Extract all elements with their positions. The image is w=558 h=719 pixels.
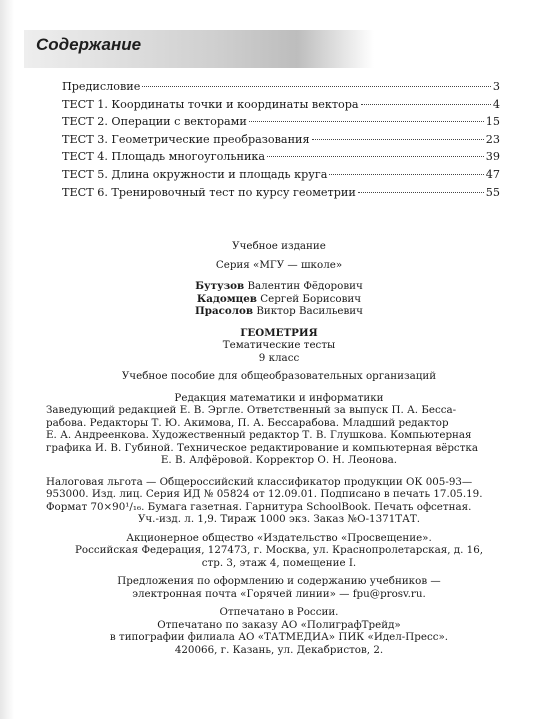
staff-line: графика И. В. Губиной. Техническое редактирование и компьютерная вёрстка xyxy=(46,441,478,454)
tax-info-line: Уч.-изд. л. 1,9. Тираж 1000 экз. Заказ №О-1371ТАТ. xyxy=(137,513,421,525)
printer-line: в типографии филиала АО «ТАТМЕДИА» ПИК «Идел-Пресс». xyxy=(109,631,449,643)
toc-entry xyxy=(62,115,500,133)
toc-dot-leader xyxy=(312,139,484,140)
toc-dot-leader xyxy=(361,104,491,105)
printer-line: Отпечатано по заказу АО «ПолиграфТрейд» xyxy=(157,618,401,631)
tax-info-line: Формат 70×90¹/₁₆. Бумага газетная. Гарнитура SchoolBook. Печать офсетная. xyxy=(46,500,472,513)
toc-entry xyxy=(62,133,500,151)
series-line: Серия «МГУ — школе» xyxy=(215,258,343,271)
toc-entry xyxy=(62,168,500,186)
staff-line: Е. А. Андреенкова. Художественный редактор Т. В. Глушкова. Компьютерная xyxy=(46,429,472,441)
staff-line: Е. В. Алфёровой. Корректор О. Н. Леонова. xyxy=(160,454,398,466)
toc-entry-label: Предисловие xyxy=(62,80,141,93)
tax-info-line: 953000. Изд. лиц. Серия ИД № 05824 от 12.09.01. Подписано в печать 17.05.19. xyxy=(46,488,483,500)
toc-dot-leader xyxy=(329,174,483,175)
printed-in: Отпечатано в России. xyxy=(219,606,339,618)
toc-entry-label: ТЕСТ 2. Операции с векторами xyxy=(62,115,247,129)
book-title xyxy=(46,327,512,340)
editorial-office: Редакция математики и информатики xyxy=(174,391,384,404)
staff-line: рабова. Редакторы Т. Ю. Акимова, П. А. Бессарабова. Младший редактор xyxy=(46,416,449,429)
contacts-line: Предложения по оформлению и содержанию учебников — xyxy=(117,575,441,587)
author-line xyxy=(46,280,512,293)
toc-entry-page: 39 xyxy=(485,150,500,164)
imprint-block xyxy=(46,240,512,656)
toc-entry-page: 47 xyxy=(485,167,500,181)
toc-entry-label: ТЕСТ 3. Геометрические преобразования xyxy=(62,132,310,146)
toc-entry-label: ТЕСТ 4. Площадь многоугольника xyxy=(62,150,266,164)
toc-entry xyxy=(62,150,500,168)
toc-dot-leader xyxy=(358,192,484,193)
author-name: Сергей Борисович xyxy=(260,292,362,305)
toc-entry-label: ТЕСТ 1. Координаты точки и координаты вектора xyxy=(62,97,359,111)
publisher-line: стр. 3, этаж 4, помещение I. xyxy=(201,556,357,569)
page-left-edge-shadow xyxy=(0,0,14,719)
toc-dot-leader xyxy=(267,156,484,157)
table-of-contents xyxy=(62,80,500,203)
toc-entry-page: 4 xyxy=(492,97,500,111)
toc-entry-label: ТЕСТ 6. Тренировочный тест по курсу геометрии xyxy=(62,185,356,199)
staff-line: Заведующий редакцией Е. В. Эргле. Ответственный за выпуск П. А. Бесса- xyxy=(46,404,457,416)
author-surname: Прасолов xyxy=(195,305,254,317)
tax-info-line: Налоговая льгота — Общероссийский классификатор продукции ОК 005-93— xyxy=(46,475,473,488)
audience-line: Учебное пособие для общеобразовательных организаций xyxy=(121,370,437,382)
author-surname: Бутузов xyxy=(195,280,245,292)
toc-entry-label: ТЕСТ 5. Длина окружности и площадь круга xyxy=(62,167,328,181)
toc-dot-leader xyxy=(142,86,491,87)
toc-entry-page: 23 xyxy=(485,132,500,146)
toc-entry xyxy=(62,186,500,204)
edition-type: Учебное издание xyxy=(232,240,326,252)
publisher-line: Акционерное общество «Издательство «Просвещение». xyxy=(126,531,432,544)
publisher-line: Российская Федерация, 127473, г. Москва, ул. Краснопролетарская, д. 16, xyxy=(74,544,484,556)
toc-entry-page: 55 xyxy=(485,185,500,199)
toc-entry-page: 3 xyxy=(492,80,500,93)
section-title: Содержание xyxy=(36,35,142,54)
toc-entry xyxy=(62,80,500,98)
toc-entry xyxy=(62,98,500,116)
printer-line: 420066, г. Казань, ул. Декабристов, 2. xyxy=(174,643,384,656)
author-surname: Кадомцев xyxy=(196,292,257,305)
author-name: Валентин Фёдорович xyxy=(247,280,363,292)
toc-entry-page: 15 xyxy=(485,115,500,129)
book-subtitle: Тематические тесты xyxy=(222,339,336,351)
grade-line: 9 класс xyxy=(258,351,300,364)
author-name: Виктор Васильевич xyxy=(256,305,363,317)
author-line xyxy=(46,293,512,306)
contacts-line: электронная почта «Горячей линии» — fpu@prosv.ru. xyxy=(132,587,426,600)
toc-dot-leader xyxy=(249,121,484,122)
author-line xyxy=(46,305,512,318)
book-title-text: ГЕОМЕТРИЯ xyxy=(240,326,318,339)
